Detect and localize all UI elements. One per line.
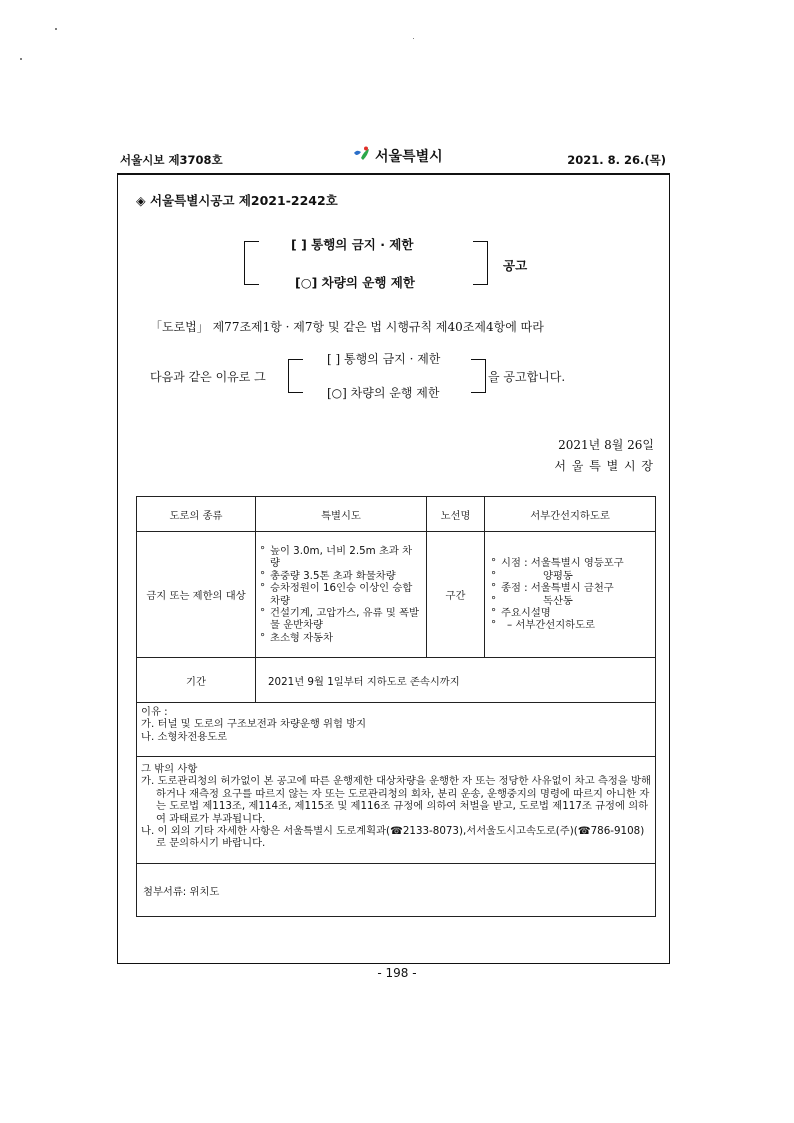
list-item: 나. 소형차전용도로 [141, 730, 228, 743]
section-label: 구간 [427, 532, 485, 658]
title-bracket-left [244, 241, 259, 285]
intro-bracket-left [288, 359, 303, 393]
issuer: 서 울 특 별 시 장 [554, 459, 654, 473]
reasons-title: 이유 : [141, 706, 168, 718]
intro-option-2: [○] 차량의 운행 제한 [327, 386, 440, 400]
period-value: 2021년 9월 1일부터 지하도로 존속시까지 [256, 658, 656, 703]
reasons-cell [137, 703, 656, 757]
notice-number: ◈ 서울특별시공고 제2021-2242호 [136, 193, 338, 208]
seoul-logo [352, 146, 443, 166]
restriction-table [136, 496, 656, 917]
list-item-sub: ° – 서부간선지하도로 [489, 619, 651, 631]
scan-speck [55, 28, 57, 30]
other-cell [137, 757, 656, 864]
title-bracket-right [473, 241, 488, 285]
scan-speck [20, 58, 22, 60]
attachment: 첨부서류: 위치도 [137, 864, 656, 917]
table-row [137, 703, 656, 757]
title-suffix: 공고 [503, 258, 528, 273]
list-item: 가. 도로관리청의 허가없이 본 공고에 따른 운행제한 대상차량을 운행한 자 또는 정당한 사유없이 차고 측정을 방해하거나 재측정 요구를 따르지 않는 자 또는 도로관리청의 회차, 분리 운송, 운행중지의 명령에 따르지 아니한 자는 도로법 제113조, 제114조, 제115조 및 제116조 규정에 의하여 처벌을 받고, 도로법 제117조 규정에 의하여 과태료가 부과됩니다. [141, 775, 651, 825]
legal-basis: 「도로법」 제77조제1항 · 제7항 및 같은 법 시행규칙 제40조제4항에 따라 [150, 320, 544, 334]
table-row [137, 864, 656, 917]
period-label: 기간 [137, 658, 256, 703]
list-item: ° 시점 : 서울특별시 영등포구 [489, 557, 651, 569]
list-item-sub: ° 독산동 [489, 595, 651, 607]
table-cell: 특별시도 [256, 497, 427, 532]
table-header-row [137, 497, 656, 532]
section-locations [485, 532, 656, 658]
list-item: 나. 이 외의 기타 자세한 사항은 서울특별시 도로계획과(☎2133-8073),서서울도시고속도로(주)(☎786-9108)로 문의하시기 바랍니다. [141, 825, 645, 850]
intro-bracket-right [471, 359, 486, 393]
notice-date: 2021년 8월 26일 [558, 438, 654, 452]
list-item: ° 주요시설명 [489, 607, 651, 619]
table-cell: 노선명 [427, 497, 485, 532]
table-row [137, 658, 656, 703]
title-option-2: [○] 차량의 운행 제한 [295, 275, 415, 290]
list-item: ° 건설기계, 고압가스, 유류 및 폭발물 운반차량 [258, 607, 422, 632]
list-item: ° 승차정원이 16인승 이상인 승합차량 [258, 582, 422, 607]
intro-suffix: 을 공고합니다. [488, 370, 566, 384]
title-option-1: [ ] 통행의 금지 · 제한 [291, 237, 414, 252]
target-conditions [256, 532, 427, 658]
list-item-sub: ° 양평동 [489, 570, 651, 582]
intro-option-1: [ ] 통행의 금지 · 제한 [327, 352, 441, 366]
table-row [137, 757, 656, 864]
other-title: 그 밖의 사항 [141, 763, 198, 775]
table-cell: 도로의 종류 [137, 497, 256, 532]
page-number: - 198 - [377, 966, 417, 980]
scan-speck [413, 38, 414, 39]
table-cell: 서부간선지하도로 [485, 497, 656, 532]
list-item: ° 초소형 자동차 [258, 632, 422, 644]
seoul-logo-text: 서울특별시 [375, 149, 443, 165]
list-item: ° 높이 3.0m, 너비 2.5m 초과 차량 [258, 545, 422, 570]
seoul-logo-icon [352, 146, 372, 164]
intro-prefix: 다음과 같은 이유로 그 [150, 370, 266, 384]
table-row [137, 532, 656, 658]
gazette-date: 2021. 8. 26.(목) [567, 153, 666, 167]
list-item: 가. 터널 및 도로의 구조보전과 차량운행 위험 방지 [141, 718, 367, 731]
list-item: ° 총중량 3.5톤 초과 화물차량 [258, 570, 422, 582]
target-label: 금지 또는 제한의 대상 [137, 532, 256, 658]
list-item: ° 종점 : 서울특별시 금천구 [489, 582, 651, 594]
gazette-issue: 서울시보 제3708호 [120, 153, 223, 167]
